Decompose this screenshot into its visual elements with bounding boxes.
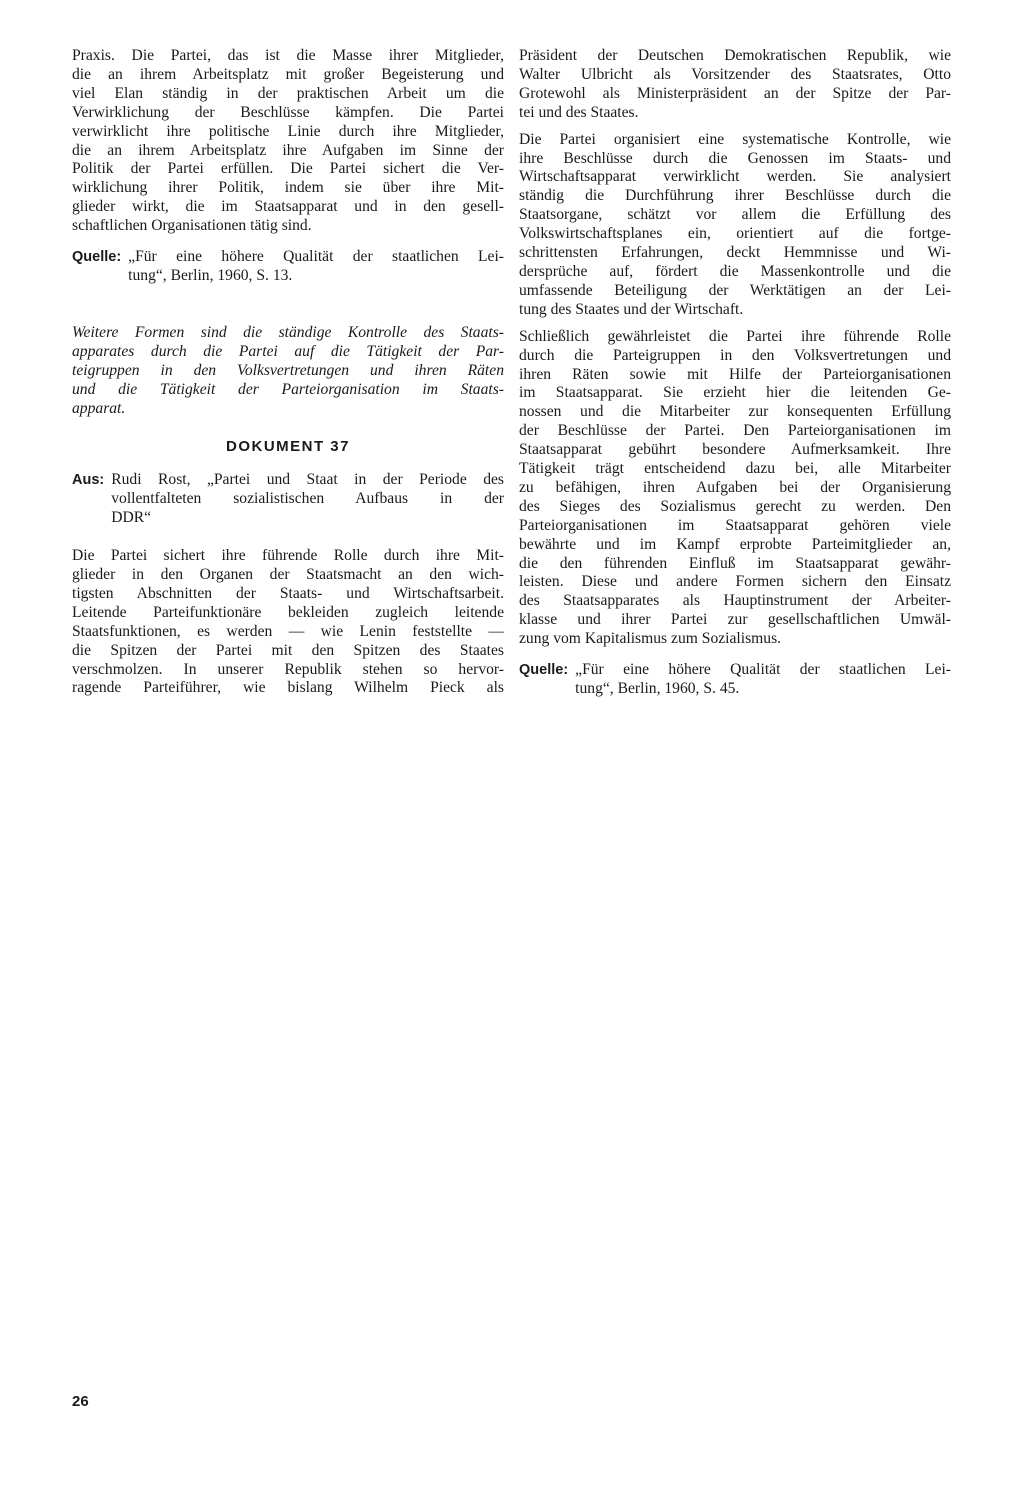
- text-line: Grotewohl als Ministerpräsident an der Spitze der Par-: [519, 84, 951, 102]
- source-citation: [72, 248, 504, 286]
- text-line: „Für eine höhere Qualität der staatlichen Lei-: [575, 661, 951, 679]
- aus-label: Aus:: [72, 472, 105, 489]
- text-line: bewährte und im Kampf erprobte Parteimitglieder an,: [519, 535, 951, 553]
- text-line: nossen und die Mitarbeiter zur konsequenten Erfüllung: [519, 403, 951, 421]
- text-line: des Sieges des Sozialismus gerecht zu werden. Den: [519, 497, 951, 515]
- aus-text: [111, 471, 504, 528]
- paragraph: [519, 47, 951, 123]
- text-line: zung vom Kapitalismus zum Sozialismus.: [519, 630, 782, 648]
- text-line: im Staatsapparat. Sie erzieht hier die leitenden Ge-: [519, 384, 951, 402]
- text-line: Weitere Formen sind die ständige Kontrolle des Staats-: [72, 323, 504, 341]
- text-line: Tätigkeit trägt entscheidend dazu bei, alle Mitarbeiter: [519, 460, 951, 478]
- text-line: schaftlichen Organisationen tätig sind.: [72, 217, 312, 235]
- text-line: die an ihrem Arbeitsplatz mit großer Begeisterung und: [72, 65, 504, 83]
- text-line: tei und des Staates.: [519, 103, 639, 121]
- text-line: klasse und ihrer Partei zur gesellschaftlichen Umwäl-: [519, 611, 951, 629]
- text-line: Volkswirtschaftsplanes ein, orientiert auf die fortge-: [519, 225, 951, 243]
- text-line: Staatsfunktionen, es werden — wie Lenin feststellte —: [72, 622, 504, 640]
- paragraph: [519, 131, 951, 320]
- text-line: ständig die Durchführung ihrer Beschlüsse durch die: [519, 187, 951, 205]
- aus-citation: [72, 471, 504, 528]
- text-line: durch die Parteigruppen in den Volksvertretungen und: [519, 346, 951, 364]
- right-column: [519, 47, 951, 699]
- text-line: wirklichung ihrer Politik, indem sie über ihre Mit-: [72, 179, 504, 197]
- text-line: Die Partei sichert ihre führende Rolle durch ihre Mit-: [72, 547, 504, 565]
- text-line: Verwirklichung der Beschlüsse kämpfen. Die Partei: [72, 103, 504, 121]
- text-line: des Staatsapparates als Hauptinstrument der Arbeiter-: [519, 592, 951, 610]
- source-label: Quelle:: [519, 662, 569, 679]
- text-line: Staatsorgane, schätzt vor allem die Erfüllung des: [519, 206, 951, 224]
- text-line: Rudi Rost, „Partei und Staat in der Periode des: [111, 471, 504, 489]
- text-line: teigruppen in den Volksvertretungen und ihren Räten: [72, 361, 504, 379]
- source-citation: [519, 661, 951, 699]
- source-text: [575, 661, 951, 699]
- document-heading: DOKUMENT 37: [225, 438, 350, 456]
- text-line: leisten. Diese und andere Formen sichern den Einsatz: [519, 573, 951, 591]
- text-line: die Spitzen der Partei mit den Spitzen des Staates: [72, 641, 504, 659]
- text-line: glieder wirkt, die im Staatsapparat und in den gesell-: [72, 198, 504, 216]
- text-line: glieder in den Organen der Staatsmacht an den wich-: [72, 566, 504, 584]
- text-line: „Für eine höhere Qualität der staatlichen Lei-: [128, 248, 504, 266]
- text-line: Walter Ulbricht als Vorsitzender des Staatsrates, Otto: [519, 65, 951, 83]
- text-line: Präsident der Deutschen Demokratischen Republik, wie: [519, 47, 951, 64]
- text-line: tigsten Abschnitten der Staats- und Wirtschaftsarbeit.: [72, 584, 504, 602]
- text-line: apparates durch die Partei auf die Tätigkeit der Par-: [72, 342, 504, 360]
- text-line: DDR“: [111, 509, 152, 527]
- page-number: 26: [72, 1393, 89, 1410]
- text-line: dersprüche auf, fördert die Massenkontrolle und die: [519, 262, 951, 280]
- italic-note: [72, 324, 504, 419]
- text-line: Schließlich gewährleistet die Partei ihre führende Rolle: [519, 327, 951, 345]
- text-line: zu befähigen, ihren Aufgaben bei der Organisierung: [519, 478, 951, 496]
- text-line: Staatsapparat gebührt besondere Aufmerksamkeit. Ihre: [519, 441, 951, 459]
- text-line: Wirtschaftsapparat verwirklicht werden. Sie analysiert: [519, 168, 951, 186]
- source-text: [128, 248, 504, 286]
- text-line: verschmolzen. In unserer Republik stehen so hervor-: [72, 660, 504, 678]
- paragraph: [72, 547, 504, 698]
- text-line: ragende Parteiführer, wie bislang Wilhelm Pieck als: [72, 679, 504, 697]
- source-label: Quelle:: [72, 249, 122, 266]
- text-line: Parteiorganisationen im Staatsapparat gehören viele: [519, 516, 951, 534]
- text-line: Praxis. Die Partei, das ist die Masse ihrer Mitglieder,: [72, 47, 504, 64]
- text-line: vollentfalteten sozialistischen Aufbaus in der: [111, 490, 504, 508]
- paragraph: [72, 47, 504, 236]
- text-line: umfassende Beteiligung der Werktätigen an der Lei-: [519, 281, 951, 299]
- text-line: Leitende Parteifunktionäre bekleiden zugleich leitende: [72, 603, 504, 621]
- text-line: apparat.: [72, 399, 126, 417]
- text-line: tung des Staates und der Wirtschaft.: [519, 300, 744, 318]
- text-line: schrittensten Erfahrungen, deckt Hemmnisse und Wi-: [519, 244, 951, 262]
- paragraph: [519, 328, 951, 649]
- text-line: Politik der Partei erfüllen. Die Partei sichert die Ver-: [72, 160, 504, 178]
- text-line: verwirklicht ihre politische Linie durch ihre Mitglieder,: [72, 122, 504, 140]
- text-line: tung“, Berlin, 1960, S. 13.: [128, 266, 293, 284]
- text-line: die den führenden Einfluß im Staatsapparat gewähr-: [519, 554, 951, 572]
- text-line: ihren Räten sowie mit Hilfe der Parteiorganisationen: [519, 365, 951, 383]
- text-line: ihre Beschlüsse durch die Genossen im Staats- und: [519, 149, 951, 167]
- text-line: Die Partei organisiert eine systematische Kontrolle, wie: [519, 130, 951, 148]
- text-line: viel Elan ständig in der praktischen Arbeit um die: [72, 84, 504, 102]
- text-line: der Beschlüsse der Partei. Den Parteiorganisationen im: [519, 422, 951, 440]
- text-line: die an ihrem Arbeitsplatz ihre Aufgaben im Sinne der: [72, 141, 504, 159]
- left-column: [72, 47, 504, 698]
- text-line: tung“, Berlin, 1960, S. 45.: [575, 680, 740, 697]
- text-line: und die Tätigkeit der Parteiorganisation im Staats-: [72, 380, 504, 398]
